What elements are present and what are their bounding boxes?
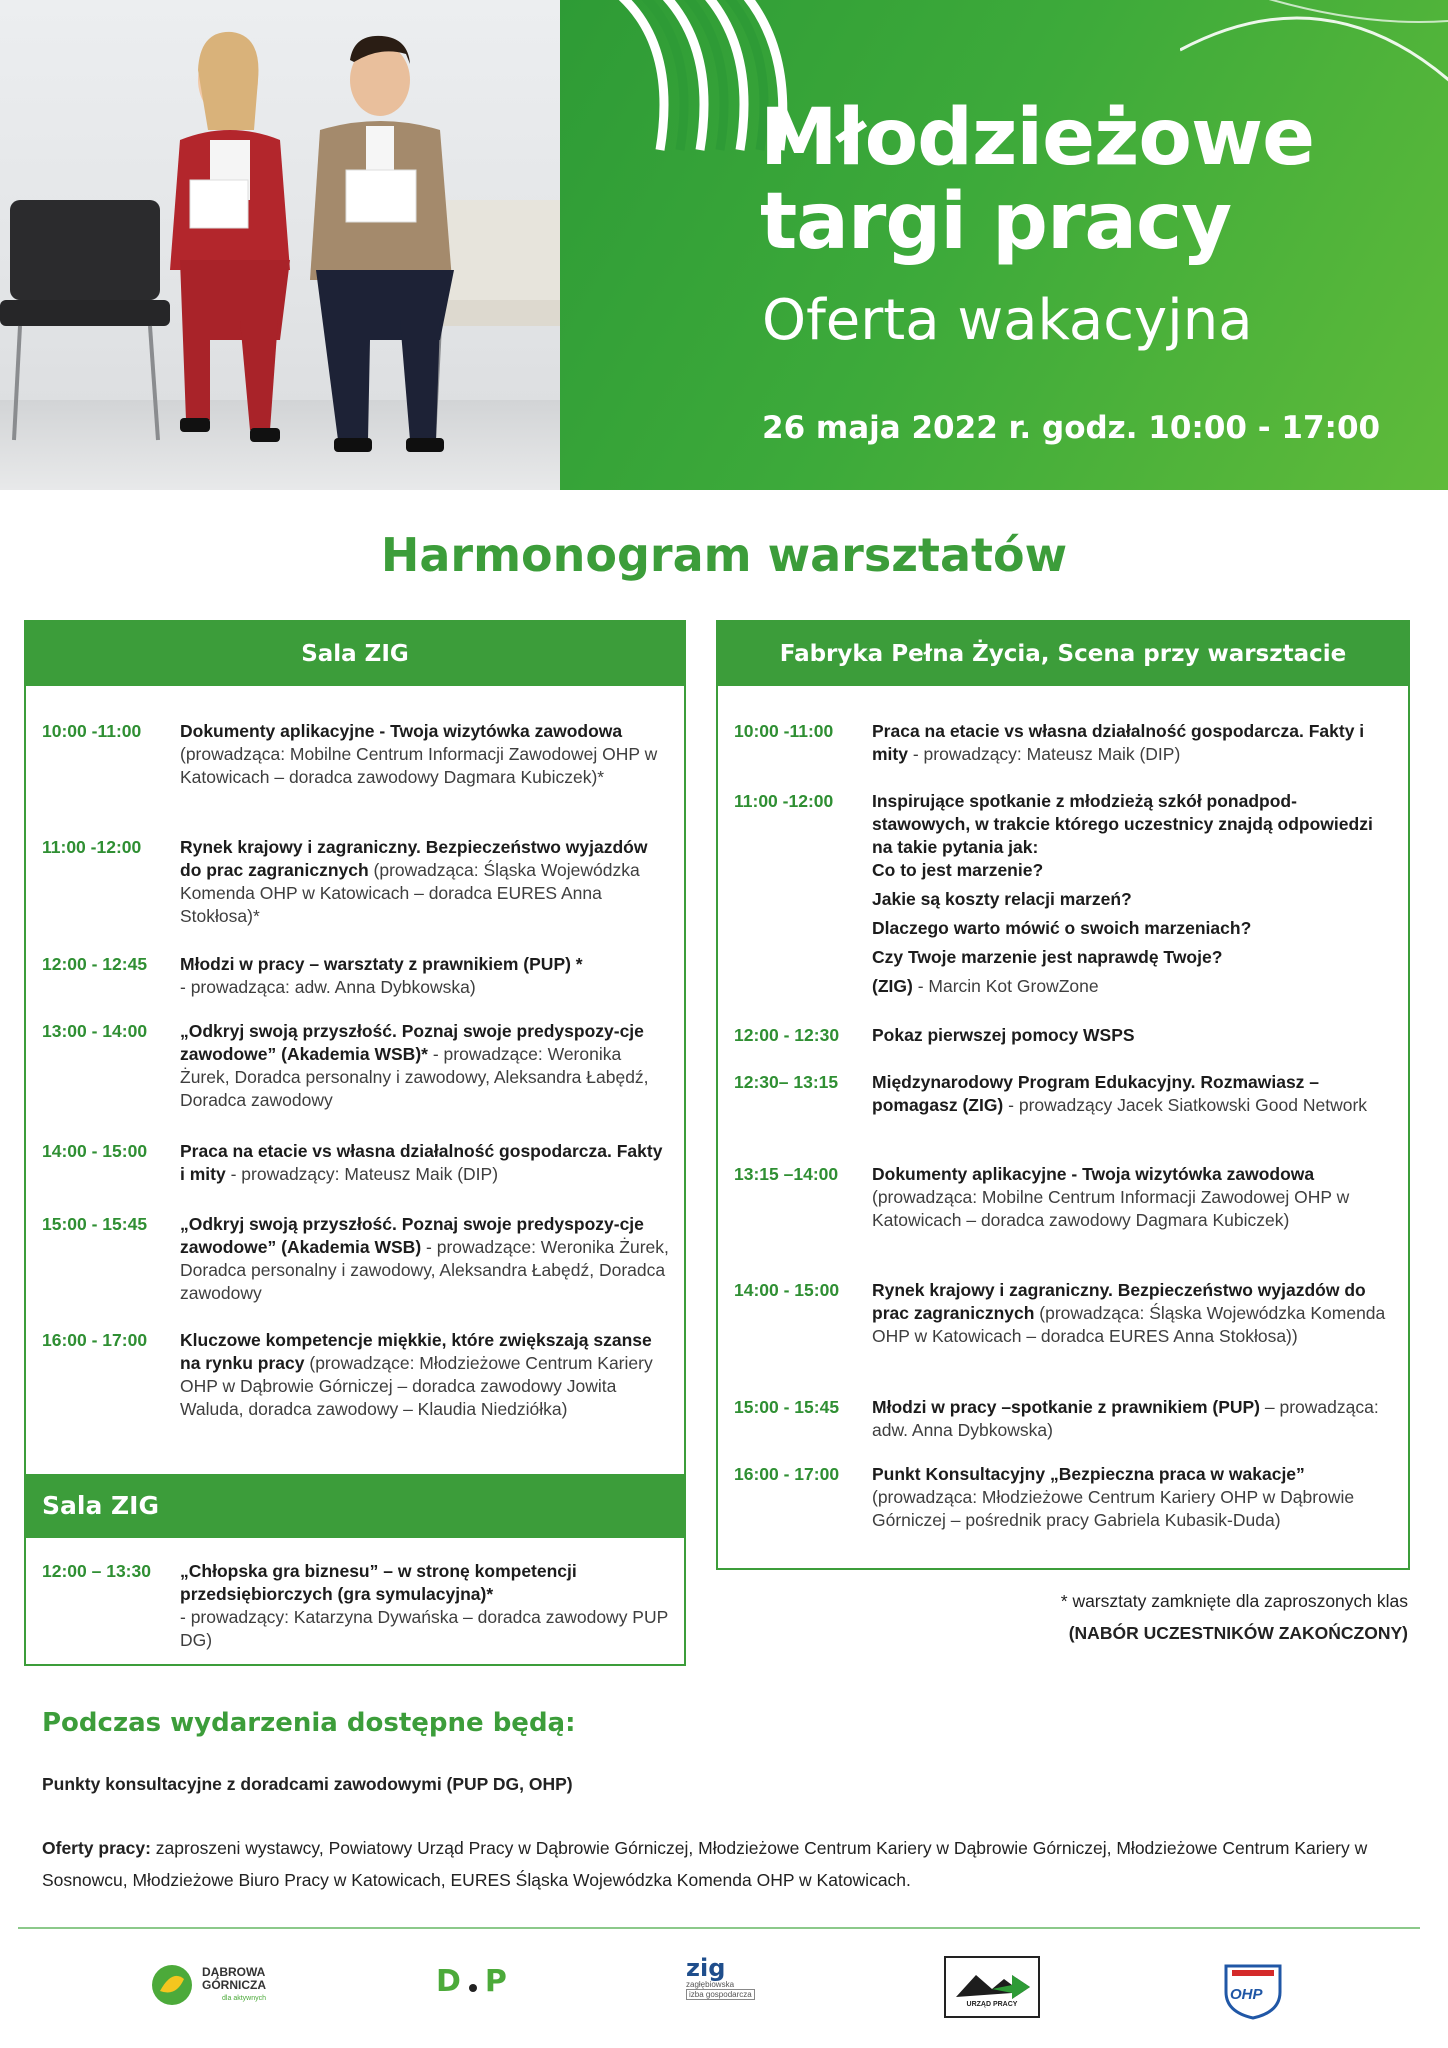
- row-time: 10:00 -11:00: [42, 721, 142, 741]
- row-time: 15:00 - 15:45: [734, 1397, 840, 1417]
- enrollment-closed-note: (NABÓR UCZESTNIKÓW ZAKOŃCZONY): [1068, 1623, 1408, 1643]
- schedule-row: [42, 1560, 670, 1652]
- urzad-pracy-logo: URZĄD PRACY: [944, 1956, 1040, 2018]
- schedule-row: [734, 1279, 1394, 1348]
- event-date: 26 maja 2022 r. godz. 10:00 - 17:00: [762, 410, 1381, 446]
- arrow-icon: [952, 1967, 1032, 2001]
- left-subpanel-header: Sala ZIG: [26, 1474, 684, 1538]
- dabrowa-leaf-icon: [150, 1963, 194, 2007]
- schedule-title: Harmonogram warsztatów: [380, 528, 1068, 582]
- job-offers: Oferty pracy: zaproszeni wystawcy, Powiatowy Urząd Pracy w Dąbrowie Górniczej, Młodzieżowe Centrum Kariery w Dąbrowie Górniczej, Młodzieżowe Centrum Kariery w Sosnowcu, Młodzieżowe Biuro Pracy w Katowicach, EURES Śląska Wojewódzka Komenda OHP w Katowicach.: [42, 1838, 1368, 1890]
- schedule-row: [42, 1213, 670, 1305]
- title-line-1: Młodzieżowe: [760, 93, 1314, 183]
- row-time: 14:00 - 15:00: [42, 1141, 148, 1161]
- row-time: 10:00 -11:00: [734, 721, 834, 741]
- row-description: Dokumenty aplikacyjne - Twoja wizytówka zawodowa (prowadząca: Mobilne Centrum Informacji Zawodowej OHP w Katowicach – doradca zawodowy Dagmara Kubiczek): [872, 1164, 1350, 1230]
- row-time: 13:15 –14:00: [734, 1164, 839, 1184]
- row-time: 11:00 -12:00: [42, 837, 142, 857]
- row-time: 11:00 -12:00: [734, 791, 834, 811]
- row-description: „Odkryj swoją przyszłość. Poznaj swoje predyspozy-cje zawodowe” (Akademia WSB)* - prowadzące: Weronika Żurek, Doradca personalny i zawodowy, Aleksandra Łabędź, Doradca zawodowy: [180, 1021, 649, 1110]
- row-description: Praca na etacie vs własna działalność gospodarcza. Fakty i mity - prowadzący: Mateusz Maik (DIP): [180, 1141, 663, 1184]
- row-time: 12:00 – 13:30: [42, 1561, 151, 1581]
- schedule-row: [42, 720, 670, 789]
- row-description: Punkt Konsultacyjny „Bezpieczna praca w wakacje” (prowadząca: Młodzieżowe Centrum Kariery OHP w Dąbrowie Górniczej – pośrednik pracy Gabriela Kubasik-Duda): [872, 1464, 1355, 1530]
- row-description: „Odkryj swoją przyszłość. Poznaj swoje predyspozy-cje zawodowe” (Akademia WSB) - prowadzące: Weronika Żurek, Doradca personalny i zawodowy, Aleksandra Łabędź, Doradca zawodowy: [180, 1214, 669, 1303]
- event-title: [760, 93, 1314, 267]
- schedule-row: [42, 836, 670, 928]
- row-time: 16:00 - 17:00: [734, 1464, 840, 1484]
- divider: [18, 1927, 1420, 1929]
- schedule-row: [734, 790, 1394, 998]
- schedule-row: [734, 1396, 1394, 1442]
- left-panel-header: Sala ZIG: [26, 622, 684, 686]
- schedule-row: [42, 1329, 670, 1421]
- row-description: Pokaz pierwszej pomocy WSPS: [872, 1025, 1135, 1045]
- row-time: 13:00 - 14:00: [42, 1021, 148, 1041]
- row-description: Inspirujące spotkanie z młodzieżą szkół ponadpod-stawowych, w trakcie którego uczestnicy znajdą odpowiedzi na takie pytania jak: Co to jest marzenie? Jakie są koszty relacji marzeń? Dlaczego warto mówić o swoich marzeniach? Czy Twoje marzenie jest naprawdę Twoje? (ZIG) - Marcin Kot GrowZone: [872, 791, 1373, 996]
- dip-logo: D P: [436, 1964, 507, 1999]
- row-time: 14:00 - 15:00: [734, 1280, 840, 1300]
- schedule-row: [734, 1463, 1394, 1532]
- hero-banner: [0, 0, 1448, 490]
- row-description: Rynek krajowy i zagraniczny. Bezpieczeństwo wyjazdów do prac zagranicznych (prowadząca: Śląska Wojewódzka Komenda OHP w Katowicach – doradca EURES Anna Stokłosa)): [872, 1280, 1386, 1346]
- right-schedule-panel: [716, 620, 1410, 1570]
- schedule-row: [42, 1140, 670, 1186]
- title-line-2: targi pracy: [760, 177, 1232, 267]
- schedule-row: [734, 1163, 1394, 1232]
- row-description: Międzynarodowy Program Edukacyjny. Rozmawiasz – pomagasz (ZIG) - prowadzący Jacek Siatkowski Good Network: [872, 1072, 1368, 1115]
- row-time: 12:00 - 12:45: [42, 954, 148, 974]
- row-description: „Chłopska gra biznesu” – w stronę kompetencji przedsiębiorczych (gra symulacyjna)* - prowadzący: Katarzyna Dywańska – doradca zawodowy PUP DG): [180, 1561, 668, 1650]
- man-figure: [290, 20, 480, 460]
- row-description: Kluczowe kompetencje miękkie, które zwiększają szanse na rynku pracy (prowadzące: Młodzieżowe Centrum Kariery OHP w Dąbrowie Górniczej – doradca zawodowy Jowita Waluda, doradca zawodowy – Klaudia Niedziółka): [180, 1330, 653, 1419]
- available-title: Podczas wydarzenia dostępne będą:: [42, 1708, 576, 1738]
- left-schedule-panel: [24, 620, 686, 1666]
- row-time: 15:00 - 15:45: [42, 1214, 148, 1234]
- row-time: 16:00 - 17:00: [42, 1330, 148, 1350]
- row-description: Dokumenty aplikacyjne - Twoja wizytówka zawodowa (prowadząca: Mobilne Centrum Informacji Zawodowej OHP w Katowicach – doradca zawodowy Dagmara Kubiczek)*: [180, 721, 658, 787]
- row-description: Młodzi w pracy – warsztaty z prawnikiem (PUP) * - prowadząca: adw. Anna Dybkowska): [180, 954, 583, 997]
- row-description: Rynek krajowy i zagraniczny. Bezpieczeństwo wyjazdów do prac zagranicznych (prowadząca: Śląska Wojewódzka Komenda OHP w Katowicach – doradca EURES Anna Stokłosa)*: [180, 837, 648, 926]
- closed-workshops-note: * warsztaty zamknięte dla zaproszonych klas: [1060, 1591, 1408, 1611]
- schedule-row: [734, 1024, 1394, 1047]
- zig-logo: zig zagłębiowska izba gospodarcza: [686, 1956, 755, 2000]
- row-description: Praca na etacie vs własna działalność gospodarcza. Fakty i mity - prowadzący: Mateusz Maik (DIP): [872, 721, 1365, 764]
- ohp-text: OHP: [1230, 1986, 1263, 2003]
- schedule-row: [42, 1020, 670, 1112]
- consultation-points: Punkty konsultacyjne z doradcami zawodowymi (PUP DG, OHP): [42, 1774, 573, 1794]
- row-time: 12:00 - 12:30: [734, 1025, 840, 1045]
- event-subtitle: Oferta wakacyjna: [762, 288, 1253, 353]
- schedule-row: [734, 1071, 1394, 1117]
- dabrowa-gornicza-logo: DĄBROWA GÓRNICZA dla aktywnych: [150, 1963, 266, 2007]
- row-description: Młodzi w pracy –spotkanie z prawnikiem (PUP) – prowadząca: adw. Anna Dybkowska): [872, 1397, 1379, 1440]
- row-time: 12:30– 13:15: [734, 1072, 839, 1092]
- right-panel-header: Fabryka Pełna Życia, Scena przy warsztacie: [718, 622, 1408, 686]
- schedule-row: [734, 720, 1394, 766]
- ohp-logo: [1218, 1956, 1288, 2020]
- schedule-row: [42, 953, 670, 999]
